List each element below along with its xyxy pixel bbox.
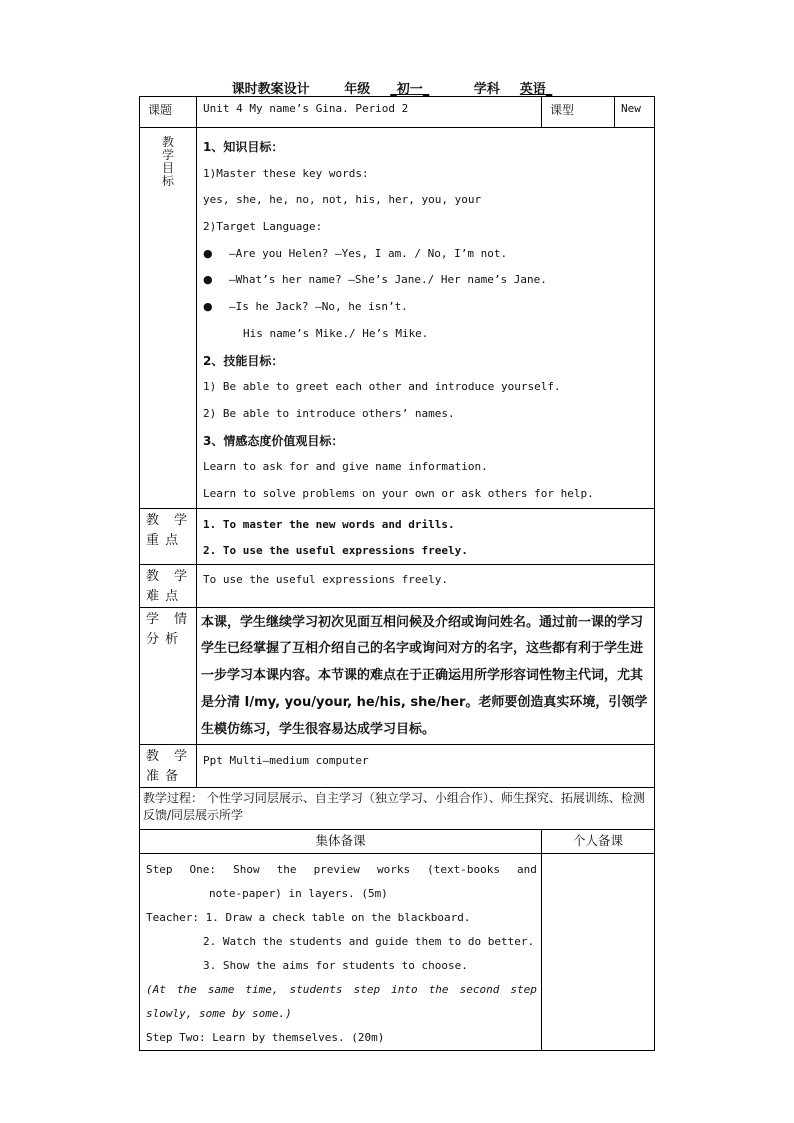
step-word: preview bbox=[313, 862, 360, 876]
knowledge-sub1: 1)Master these key words: bbox=[203, 166, 369, 180]
key-point-item: 2. To use the useful expressions freely. bbox=[203, 543, 468, 557]
process-row bbox=[140, 787, 655, 829]
dialogue-text: —Is he Jack? —No, he isn’t. bbox=[229, 300, 408, 314]
analysis-label bbox=[140, 607, 197, 744]
note-word: second bbox=[459, 982, 500, 996]
label-line: 准 备 bbox=[146, 768, 180, 784]
preparation-row bbox=[140, 744, 655, 787]
dialogue-continuation: His name’s Mike./ He’s Mike. bbox=[243, 326, 429, 340]
label-line: 重 点 bbox=[146, 532, 180, 548]
teacher-item: 2. Watch the students and guide them to do better. bbox=[203, 934, 535, 948]
grade-label: 年级 bbox=[344, 82, 371, 97]
note-word: step bbox=[510, 982, 537, 996]
difficult-points-label bbox=[140, 564, 197, 607]
step-word: (text-books bbox=[427, 862, 500, 876]
difficult-points-row bbox=[140, 564, 655, 607]
label-char: 教 bbox=[146, 568, 161, 584]
note-word: the bbox=[176, 982, 197, 996]
emotion-item: Learn to ask for and give name information. bbox=[203, 460, 488, 474]
objectives-content bbox=[197, 128, 655, 509]
label-char: 教 bbox=[146, 512, 161, 528]
key-words: yes, she, he, no, not, his, her, you, your bbox=[203, 193, 482, 207]
skill-heading: 2、技能目标： bbox=[203, 353, 284, 368]
step1-continuation: note-paper) in layers. (5m) bbox=[209, 886, 388, 900]
key-point-item: 1. To master the new words and drills. bbox=[203, 517, 455, 531]
note-word: step bbox=[353, 982, 381, 996]
objectives-row bbox=[140, 128, 655, 509]
emotion-heading: 3、情感态度价值观目标： bbox=[203, 433, 344, 448]
dialogue-text: —Are you Helen? —Yes, I am. / No, I’m not. bbox=[229, 246, 508, 260]
personal-prep-cell[interactable] bbox=[542, 853, 655, 1050]
label-char: 学 bbox=[173, 568, 188, 584]
label-line: 难 点 bbox=[146, 588, 180, 604]
label-char: 学 bbox=[173, 748, 188, 764]
collective-prep-header: 集体备课 bbox=[140, 829, 542, 853]
note-word: students bbox=[289, 982, 343, 996]
note-word: time, bbox=[245, 982, 279, 996]
key-points-label bbox=[140, 508, 197, 564]
note-word: the bbox=[428, 982, 449, 996]
dialogue-item bbox=[203, 294, 650, 321]
knowledge-heading: 1、知识目标： bbox=[203, 140, 284, 154]
subject-value: 英语_ bbox=[519, 82, 553, 97]
step1-line bbox=[146, 858, 537, 882]
lesson-plan-title: 课时教案设计 bbox=[231, 82, 310, 97]
label-char: 学 bbox=[173, 512, 188, 528]
grade-field bbox=[334, 82, 439, 97]
steps-content bbox=[140, 853, 542, 1050]
step-word: Step bbox=[146, 862, 173, 876]
preparation-label bbox=[140, 744, 197, 787]
columns-header-row bbox=[140, 829, 655, 853]
step2-line: Step Two: Learn by themselves. (20m) bbox=[146, 1030, 385, 1044]
label-char: 标 bbox=[161, 174, 174, 188]
emotion-item: Learn to solve problems on your own or ask others for help. bbox=[203, 486, 594, 500]
difficult-points-content: To use the useful expressions freely. bbox=[197, 564, 655, 607]
lesson-type-label: 课型 bbox=[542, 97, 615, 128]
skill-item: 1) Be able to greet each other and introduce yourself. bbox=[203, 380, 561, 394]
personal-prep-header: 个人备课 bbox=[542, 829, 655, 853]
objectives-label bbox=[140, 128, 197, 509]
dialogue-item bbox=[203, 267, 650, 294]
step-word: Show bbox=[233, 862, 260, 876]
subject-field bbox=[464, 82, 563, 97]
steps-row bbox=[140, 853, 655, 1050]
dialogue-item bbox=[203, 241, 650, 268]
analysis-row bbox=[140, 607, 655, 744]
label-line: 分 析 bbox=[146, 631, 180, 647]
label-char: 教 bbox=[161, 135, 174, 149]
knowledge-sub2: 2)Target Language: bbox=[203, 220, 323, 234]
subject-label: 学科 bbox=[473, 82, 500, 97]
bullet-icon: ● bbox=[203, 300, 213, 314]
step-word: and bbox=[517, 862, 537, 876]
skill-item: 2) Be able to introduce others’ names. bbox=[203, 406, 455, 420]
step-word: works bbox=[376, 862, 411, 876]
label-char: 学 bbox=[161, 148, 174, 162]
teacher-item: Teacher: 1. Draw a check table on the blackboard. bbox=[146, 910, 471, 924]
process-content: 教学过程： 个性学习同层展示、自主学习（独立学习、小组合作）、师生探究、拓展训练、检测反馈/同层展示所学 bbox=[140, 787, 655, 829]
analysis-content: 本课，学生继续学习初次见面互相问候及介绍或询问姓名。通过前一课的学习学生已经掌握了互相介绍自己的名字或询问对方的名字，这些都有利于学生进一步学习本课内容。本节课的难点在于正确运用所学形容词性物主代词，尤其是分清 I/my, you/your, he/his, she/her。老师要创造真实环境，引领学生模仿练习，学生很容易达成学习目标。 bbox=[197, 607, 655, 744]
key-points-content bbox=[197, 508, 655, 564]
bullet-icon: ● bbox=[203, 246, 213, 260]
student-note-line bbox=[146, 978, 537, 1002]
dialogue-text: —What’s her name? —She’s Jane./ Her name’s Jane. bbox=[229, 273, 547, 287]
step-word: the bbox=[276, 862, 297, 876]
teacher-item: 3. Show the aims for students to choose. bbox=[203, 958, 468, 972]
topic-label: 课题 bbox=[140, 97, 197, 128]
note-word: same bbox=[207, 982, 235, 996]
bullet-icon: ● bbox=[203, 273, 213, 287]
label-char: 教 bbox=[146, 748, 161, 764]
page-header bbox=[0, 78, 794, 97]
topic-value: Unit 4 My name’s Gina. Period 2 bbox=[197, 97, 542, 128]
key-points-row bbox=[140, 508, 655, 564]
step-word: One: bbox=[189, 862, 217, 876]
label-char: 学 bbox=[146, 611, 161, 627]
label-char: 情 bbox=[173, 611, 188, 627]
grade-value: _初一_ bbox=[390, 82, 430, 97]
student-note-continuation: slowly, some by some.) bbox=[146, 1006, 292, 1020]
note-word: (At bbox=[146, 982, 166, 996]
note-word: into bbox=[391, 982, 418, 996]
topic-row bbox=[140, 97, 655, 128]
preparation-content: Ppt Multi—medium computer bbox=[197, 744, 655, 787]
lesson-type-value: New bbox=[615, 97, 655, 128]
label-char: 目 bbox=[161, 161, 174, 175]
lesson-plan-table bbox=[139, 96, 655, 1051]
